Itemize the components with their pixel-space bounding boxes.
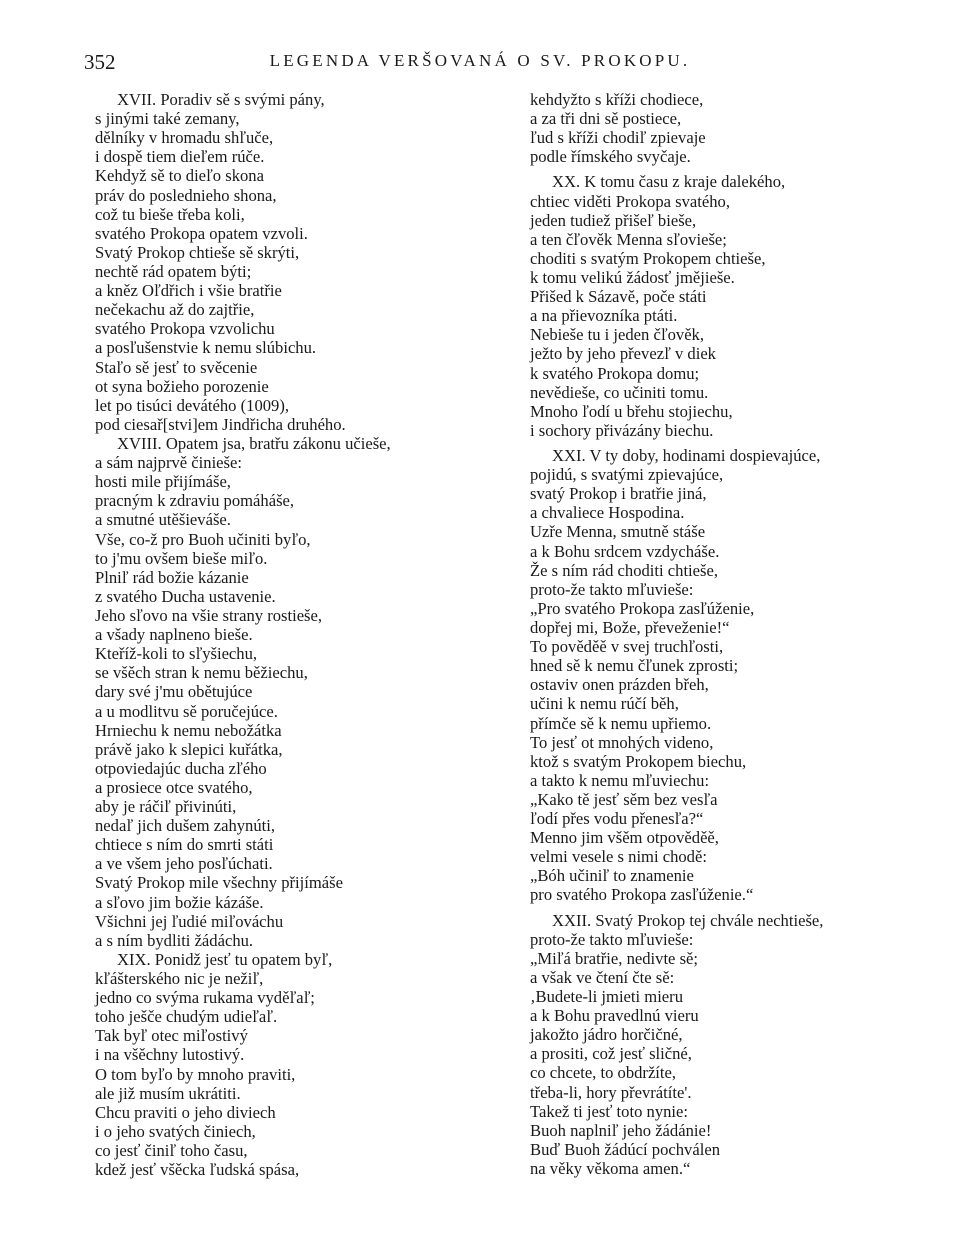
verse-line: Nebieše tu i jeden čľověk, bbox=[530, 325, 704, 345]
verse-line: Takež ti jesť toto nynie: bbox=[530, 1101, 688, 1121]
right-column bbox=[530, 90, 823, 1178]
verse-line: se všěch stran k nemu běžiechu, bbox=[95, 663, 308, 683]
verse-line: a chvaliece Hospodina. bbox=[530, 503, 685, 523]
verse-line: XVIII. Opatem jsa, bratřu zákonu učieše, bbox=[117, 433, 391, 453]
left-column bbox=[95, 90, 391, 1179]
verse-line: pod ciesař[stvi]em Jindřicha druhého. bbox=[95, 414, 346, 434]
verse-line: ľud s kříži chodiľ zpievaje bbox=[530, 128, 706, 148]
verse-line: To pověděě v svej truchľosti, bbox=[530, 637, 724, 657]
verse-line: chtiece s ním do smrti státi bbox=[95, 835, 274, 855]
verse-line: Přišed k Sázavě, poče státi bbox=[530, 287, 707, 307]
verse-line: hosti mile přijímáše, bbox=[95, 472, 231, 492]
verse-line: Buď Buoh žádúcí pochválen bbox=[530, 1139, 720, 1159]
verse-line: ‚Budete-li jmieti mieru bbox=[530, 987, 683, 1007]
verse-line: i sochory přivázány biechu. bbox=[530, 420, 714, 440]
verse-line: Hrniechu k nemu nebožátka bbox=[95, 720, 282, 740]
verse-line: Buoh naplniľ jeho žádánie! bbox=[530, 1120, 712, 1140]
verse-line: „Pro svatého Prokopa zasľúženie, bbox=[530, 598, 755, 618]
verse-line: a však ve čtení čte sě: bbox=[530, 967, 675, 987]
verse-line: dary své j'mu obětujúce bbox=[95, 682, 253, 702]
verse-line: Kteříž-koli to sľyšiechu, bbox=[95, 644, 258, 664]
verse-line: Chcu praviti o jeho diviech bbox=[95, 1102, 276, 1122]
verse-line: práv do poslednieho shona, bbox=[95, 185, 277, 205]
verse-line: toho ješče chudým udieľaľ. bbox=[95, 1007, 278, 1027]
verse-line: jakožto jádro horčičné, bbox=[530, 1025, 683, 1045]
verse-line: a ten čľověk Menna sľovieše; bbox=[530, 229, 727, 249]
verse-line: otpoviedajúc ducha zľého bbox=[95, 758, 267, 778]
verse-line: a k Bohu pravedlnú vieru bbox=[530, 1006, 699, 1026]
verse-line: Všichni jej ľudié miľováchu bbox=[95, 911, 284, 931]
verse-line: a sám najprvě činieše: bbox=[95, 453, 242, 473]
verse-line: pro svatého Prokopa zasľúženie.“ bbox=[530, 885, 754, 905]
verse-line: to j'mu ovšem bieše miľo. bbox=[95, 548, 268, 568]
verse-line: Kehdyž sě to dieľo skona bbox=[95, 166, 264, 186]
verse-line: dělníky v hromadu shľuče, bbox=[95, 128, 274, 148]
verse-line: ot syna božieho porozenie bbox=[95, 376, 269, 396]
verse-line: ľodí přes vodu přenesľa?“ bbox=[530, 809, 704, 829]
verse-line: XVII. Poradiv sě s svými pány, bbox=[117, 90, 325, 109]
verse-line: „Miľá bratřie, nedivte sě; bbox=[530, 948, 699, 968]
verse-line: Tak byľ otec miľostivý bbox=[95, 1026, 248, 1046]
verse-line: dopřej mi, Bože, převeženie!“ bbox=[530, 617, 730, 637]
verse-line: O tom byľo by mnoho praviti, bbox=[95, 1064, 296, 1084]
verse-line: i dospě tiem dieľem rúče. bbox=[95, 147, 265, 167]
verse-line: let po tisúci devátého (1009), bbox=[95, 395, 290, 415]
verse-line: To jesť ot mnohých videno, bbox=[530, 732, 714, 752]
verse-line: a smutné utěšieváše. bbox=[95, 510, 231, 530]
verse-line: nedaľ jich dušem zahynúti, bbox=[95, 816, 276, 836]
verse-line: XXII. Svatý Prokop tej chvále nechtieše, bbox=[552, 910, 824, 930]
verse-line: svatý Prokop i bratřie jiná, bbox=[530, 484, 707, 504]
verse-line: Plniľ rád božie kázanie bbox=[95, 567, 249, 587]
verse-line: Že s ním rád choditi chtieše, bbox=[530, 560, 719, 580]
verse-line: pracným k zdraviu pomáháše, bbox=[95, 491, 295, 511]
verse-line: proto-že takto mľuvieše: bbox=[530, 579, 694, 599]
verse-line: Svatý Prokop mile všechny přijímáše bbox=[95, 873, 343, 893]
verse-line: a na přievozníka ptáti. bbox=[530, 306, 678, 326]
verse-line: a kněz Oľdřich i všie bratřie bbox=[95, 281, 282, 301]
verse-line: a takto k nemu mľuviechu: bbox=[530, 770, 710, 790]
verse-line: a sľovo jim božie kázáše. bbox=[95, 892, 264, 912]
verse-line: a za tři dni sě postiece, bbox=[530, 109, 682, 129]
verse-line: svatého Prokopa vzvolichu bbox=[95, 319, 275, 339]
verse-line: XXI. V ty doby, hodinami dospievajúce, bbox=[552, 445, 821, 465]
verse-line: proto-že takto mľuvieše: bbox=[530, 929, 694, 949]
verse-line: z svatého Ducha ustavenie. bbox=[95, 586, 276, 606]
verse-line: a prositi, což jesť sličné, bbox=[530, 1044, 692, 1064]
verse-line: Jeho sľovo na všie strany rostieše, bbox=[95, 605, 323, 625]
verse-line: jedno co svýma rukama vyděľaľ; bbox=[95, 988, 315, 1008]
verse-line: a posľušenstvie k nemu slúbichu. bbox=[95, 338, 317, 358]
verse-line: XX. K tomu času z kraje dalekého, bbox=[552, 172, 786, 192]
verse-line: ktož s svatým Prokopem biechu, bbox=[530, 751, 747, 771]
verse-line: ostaviv onen prázden břeh, bbox=[530, 675, 709, 695]
verse-line: hned sě k nemu čľunek zprosti; bbox=[530, 656, 739, 676]
verse-line: kehdyžto s kříži chodiece, bbox=[530, 90, 704, 109]
verse-line: a k Bohu srdcem vzdycháše. bbox=[530, 541, 720, 561]
verse-line: Vše, co-ž pro Buoh učiniti byľo, bbox=[95, 529, 311, 549]
verse-line: velmi vesele s nimi chodě: bbox=[530, 847, 707, 867]
verse-line: a s ním bydliti žádáchu. bbox=[95, 930, 254, 950]
verse-line: s jinými také zemany, bbox=[95, 109, 240, 129]
verse-line: což tu bieše třeba koli, bbox=[95, 204, 245, 224]
verse-line: a prosiece otce svatého, bbox=[95, 777, 253, 797]
verse-line: chtiec viděti Prokopa svatého, bbox=[530, 191, 730, 211]
verse-line: pojidú, s svatými zpievajúce, bbox=[530, 465, 724, 485]
verse-line: nevědieše, co učiniti tomu. bbox=[530, 382, 709, 402]
running-head: LEGENDA VERŠOVANÁ O SV. PROKOPU. bbox=[269, 51, 691, 70]
verse-line: přímče sě k nemu upřiemo. bbox=[530, 713, 712, 733]
verse-line: i o jeho svatých činiech, bbox=[95, 1121, 256, 1141]
verse-line: XIX. Ponidž jesť tu opatem byľ, bbox=[117, 949, 333, 969]
verse-line: „Bóh učiniľ to znamenie bbox=[530, 866, 694, 886]
verse-line: „Kako tě jesť sěm bez vesľa bbox=[530, 789, 718, 809]
verse-line: ježto by jeho převezľ v diek bbox=[530, 344, 716, 364]
verse-line: a všady naplneno bieše. bbox=[95, 625, 253, 645]
verse-line: a u modlitvu sě poručejúce. bbox=[95, 701, 278, 721]
verse-line: co chcete, to obdržíte, bbox=[530, 1063, 677, 1083]
verse-line: na věky věkoma amen.“ bbox=[530, 1159, 691, 1179]
verse-line: Svatý Prokop chtieše sě skrýti, bbox=[95, 242, 300, 262]
verse-line: choditi s svatým Prokopem chtieše, bbox=[530, 248, 766, 268]
verse-line: právě jako k slepici kuřátka, bbox=[95, 739, 283, 759]
verse-line: Staľo sě jesť to svěcenie bbox=[95, 357, 258, 377]
verse-line: k tomu velikú žádosť jmějieše. bbox=[530, 267, 735, 287]
verse-line: Menno jim všěm otpověděě, bbox=[530, 828, 719, 848]
verse-line: kľášterského nic je nežiľ, bbox=[95, 969, 264, 989]
verse-line: učini k nemu rúčí běh, bbox=[530, 694, 679, 714]
verse-line: svatého Prokopa opatem vzvoli. bbox=[95, 223, 308, 243]
verse-line: nechtě rád opatem býti; bbox=[95, 261, 252, 281]
verse-line: Uzře Menna, smutně stáše bbox=[530, 522, 706, 542]
verse-line: aby je ráčiľ přivinúti, bbox=[95, 797, 237, 817]
verse-line: podle římského svyčaje. bbox=[530, 147, 691, 167]
verse-line: třeba-li, hory převrátíte'. bbox=[530, 1082, 692, 1102]
verse-line: ale již musím ukrátiti. bbox=[95, 1083, 241, 1103]
verse-line: co jesť činiľ toho času, bbox=[95, 1141, 248, 1161]
verse-line: nečekachu až do zajtřie, bbox=[95, 300, 255, 320]
verse-line: jeden tudiež přišeľ bieše, bbox=[530, 210, 697, 230]
verse-line: k svatého Prokopa domu; bbox=[530, 363, 700, 383]
verse-line: i na všěchny lutostivý. bbox=[95, 1045, 245, 1065]
verse-line: Mnoho ľodí u břehu stojiechu, bbox=[530, 401, 733, 421]
verse-line: kdež jesť všěcka ľudská spása, bbox=[95, 1160, 300, 1180]
verse-line: a ve všem jeho posľúchati. bbox=[95, 854, 273, 874]
page-number: 352 bbox=[84, 50, 116, 74]
